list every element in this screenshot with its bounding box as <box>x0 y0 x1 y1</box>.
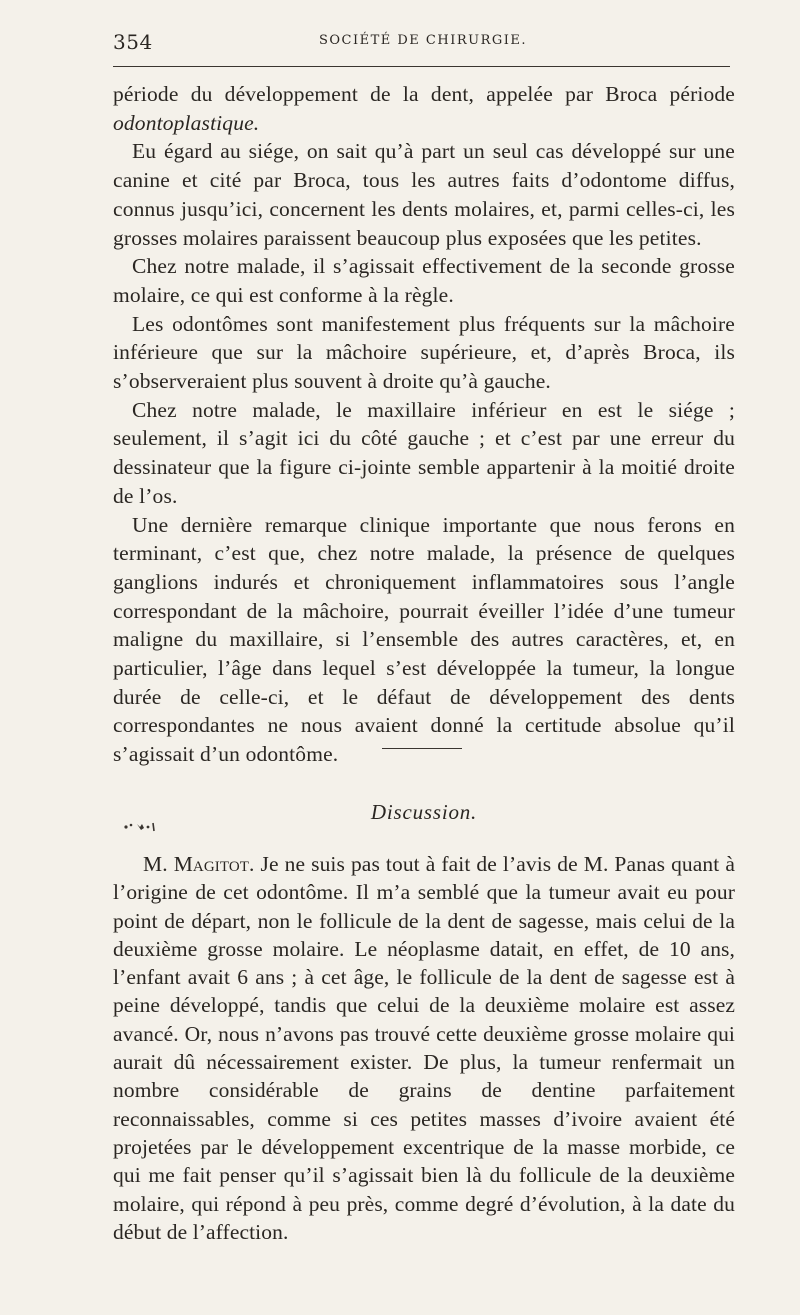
section-title: Discussion. <box>370 800 478 824</box>
discussion-paragraph: M. Magitot. Je ne suis pas tout à fait de l’avis de M. Panas quant à l’origine de cet odontôme. Il m’a semblé que la tumeur avait eu pour point de départ, non le follicule de la dent de sagesse, mais celui de la deuxième grosse molaire. Le néoplasme datait, en effet, de 10 ans, l’enfant avait 6 ans ; à cet âge, le follicule de la dent de sagesse est à peine développé, tandis que celui de la deuxième molaire est assez avancé. Or, nous n’avons pas trouvé cette deuxième grosse molaire qui aurait dû nécessairement exister. De plus, la tumeur renfermait un nombre considérable de grains de dentine parfaitement reconnaissables, comme si ces petites masses d’ivoire avaient été projetées par le développement excentrique de la masse morbide, ce qui me fait penser qu’il s’agissait bien là du follicule de la deuxième molaire, qui répond à peu près, comme degré d’évolution, à la date du début de l’affection. <box>113 852 735 1244</box>
paragraph-2: Eu égard au siége, on sait qu’à part un seul cas développé sur une canine et cité par Broca, tous les autres faits d’odontome diffus, connus jusqu’ici, concernent les dents molaires, et, parmi celles-ci, les grosses molaires paraissent beaucoup plus exposées que les petites. <box>113 139 735 250</box>
section-separator <box>382 748 462 749</box>
header-rule <box>113 66 730 67</box>
page-number: 354 <box>113 30 153 54</box>
paragraph-6: Une dernière remarque clinique importante que nous ferons en terminant, c’est que, chez notre malade, la présence de quelques ganglions indurés et chroniquement inflammatoires sous l’angle correspondant de la mâchoire, pourrait éveiller l’idée d’une tumeur maligne du maxillaire, si l’ensemble des autres caractères, et, en particulier, l’âge dans lequel s’est développée la tumeur, la longue durée de celle-ci, et le défaut de développement des dents correspondantes ne nous avaient donné la certitude absolue qu’il s’agissait d’un odontôme. <box>113 512 735 767</box>
page-header <box>113 30 733 54</box>
speaker-initial: M. <box>143 852 174 876</box>
paragraph-1: période du développement de la dent, appelée par Broca période odontoplastique. <box>113 82 735 135</box>
main-text <box>113 80 735 769</box>
running-title: SOCIÉTÉ DE CHIRURGIE. <box>318 33 528 48</box>
paragraph-4: Les odontômes sont manifestement plus fréquents sur la mâchoire inférieure que sur la mâchoire supérieure, et, d’après Broca, ils s’observeraient plus souvent à droite qu’à gauche. <box>113 311 735 394</box>
speaker-name: Magitot. <box>173 852 255 876</box>
italic-term: odontoplastique. <box>113 110 260 135</box>
paragraph-3: Chez notre malade, il s’agissait effectivement de la seconde grosse molaire, ce qui est conforme à la règle. <box>113 254 735 307</box>
paragraph-5: Chez notre malade, le maxillaire inférieur en est le siége ; seulement, il s’agit ici du côté gauche ; et c’est par une erreur du dessinateur que la figure ci-jointe semble appartenir à la moitié droite de l’os. <box>113 397 735 508</box>
discussion-text <box>113 850 735 1246</box>
